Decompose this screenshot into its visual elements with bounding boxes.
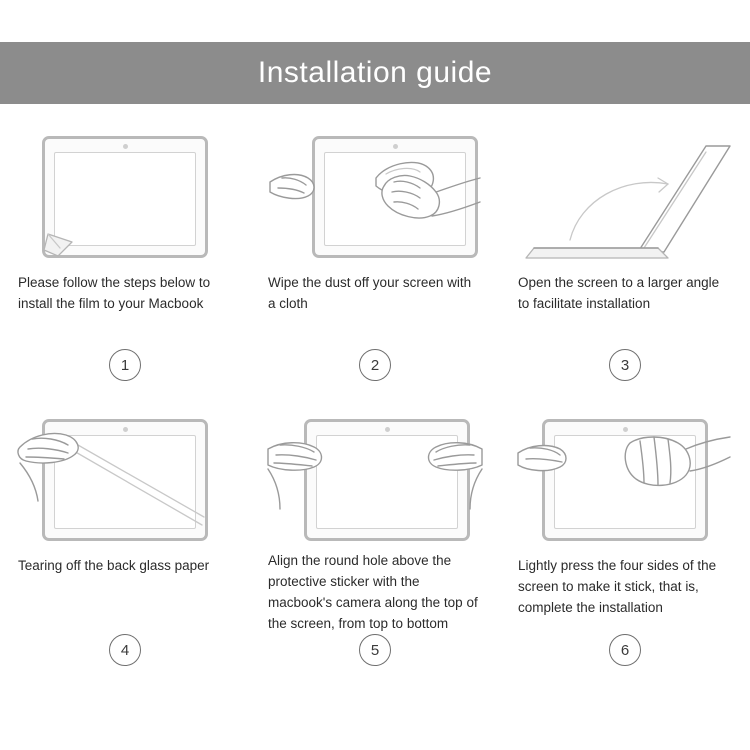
- step-number-4: 4: [109, 634, 141, 666]
- step-number-wrap-4: [18, 634, 232, 666]
- step-card-5: [250, 399, 500, 684]
- step-caption-6: Lightly press the four sides of the screen to make it stick, that is, complete the installation: [518, 558, 717, 615]
- step-caption-1: Please follow the steps below to install the film to your Macbook: [18, 275, 211, 311]
- illustration-4: [18, 413, 232, 541]
- page-title: Installation guide: [257, 56, 493, 89]
- step-number-wrap-5: [268, 634, 482, 666]
- step-card-6: [500, 399, 750, 684]
- step-caption-5: Align the round hole above the protective sticker with the macbook's camera along the top of the screen, from top to bottom: [268, 553, 478, 631]
- peeling-film-corner-icon: [18, 130, 232, 258]
- illustration-6: [518, 413, 732, 541]
- step-card-3: [500, 116, 750, 399]
- step-caption-4: Tearing off the back glass paper: [18, 558, 210, 573]
- step-number-wrap-6: [518, 634, 732, 666]
- hand-peeling-paper-icon: [18, 413, 232, 541]
- step-number-wrap-1: [18, 349, 232, 381]
- step-number-wrap-3: [518, 349, 732, 381]
- step-caption-3: Open the screen to a larger angle to facilitate installation: [518, 275, 720, 311]
- illustration-2: [268, 130, 482, 258]
- step-number-2: 2: [359, 349, 391, 381]
- steps-row-1: [0, 116, 750, 399]
- step-card-1: [0, 116, 250, 399]
- laptop-open-angle-icon: [518, 130, 732, 258]
- hand-with-cloth-icon: [268, 130, 482, 258]
- illustration-1: [18, 130, 232, 258]
- step-card-2: [250, 116, 500, 399]
- hand-pressing-screen-icon: [518, 413, 732, 541]
- step-card-4: [0, 399, 250, 684]
- steps-row-2: [0, 399, 750, 684]
- illustration-3: [518, 130, 732, 258]
- step-number-1: 1: [109, 349, 141, 381]
- step-number-5: 5: [359, 634, 391, 666]
- step-number-3: 3: [609, 349, 641, 381]
- two-hands-aligning-film-icon: [268, 413, 482, 541]
- illustration-5: [268, 413, 482, 536]
- step-number-wrap-2: [268, 349, 482, 381]
- steps-grid: [0, 116, 750, 684]
- step-number-6: 6: [609, 634, 641, 666]
- header-banner: [0, 42, 750, 104]
- step-caption-2: Wipe the dust off your screen with a cloth: [268, 275, 472, 311]
